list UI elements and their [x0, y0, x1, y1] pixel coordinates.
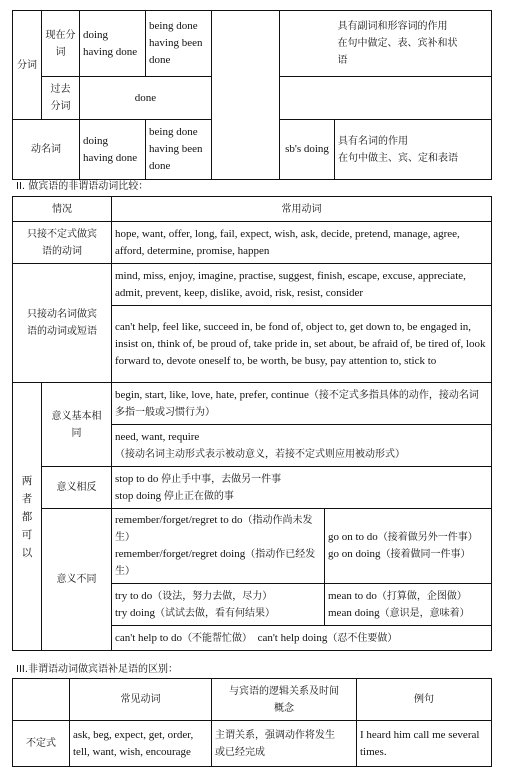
empty-cell [212, 11, 280, 180]
phrase-en: mean to do [328, 589, 377, 602]
participle-label: 分词 [13, 11, 42, 120]
participle-function: 具有副词和形容词的作用 在句中做定、表、宾补和状 语 [335, 11, 492, 77]
gerund-only-verbs: mind, miss, enjoy, imagine, practise, suggest, finish, escape, excuse, appreciate, admit, prevent, keep, dislike, avoid, risk, resist, consider [112, 264, 492, 306]
different-meaning-label: 意义不同 [42, 509, 112, 651]
phrase-en: go on to do [328, 531, 378, 543]
present-participle-label: 现在分 词 [42, 11, 80, 77]
header-common-verbs: 常见动词 [70, 679, 212, 721]
gerund-active: doing having done [80, 120, 146, 180]
opposite-meaning-content [112, 467, 492, 509]
same-meaning-row2 [112, 425, 492, 467]
meaning-cn: （指动作已经发生） [115, 549, 316, 577]
phrase-en: go on doing [328, 548, 381, 560]
same-meaning-row1 [112, 383, 492, 425]
past-participle-label: 过去 分词 [42, 77, 80, 120]
both-char: 都 [21, 510, 33, 523]
mean [325, 584, 492, 626]
infinitive-label: 不定式 [13, 721, 70, 767]
gerund-compound: sb's doing [280, 120, 335, 180]
both-char: 以 [21, 546, 33, 559]
meaning-cn: （不能帮忙做） [182, 632, 253, 644]
infinitive-only-label: 只接不定式做宾 语的动词 [13, 222, 112, 264]
section-2-title: II. 做宾语的非谓语动词比较： [16, 181, 149, 192]
phrase-en: remember/forget/regret doing [115, 548, 246, 560]
meaning-cn: （打算做，企图做） [376, 590, 467, 602]
header-situation: 情况 [13, 197, 112, 222]
header-logical-relation: 与宾语的逻辑关系及时间 概念 [212, 679, 357, 721]
meaning-cn: （意识是，意味着） [379, 607, 470, 619]
object-complement-table [12, 678, 492, 767]
header-example: 例句 [357, 679, 492, 721]
phrase-en: remember/forget/regret to do [115, 514, 243, 526]
phrase-en: stop to do [115, 472, 159, 485]
both-char: 者 [21, 492, 33, 505]
gerund-passive: being done having been done [146, 120, 212, 180]
both-possible-label [13, 383, 42, 651]
infinitive-relation: 主谓关系，强调动作将发生 或已经完成 [212, 721, 357, 767]
infinitive-verbs: ask, beg, expect, get, order, tell, want, wish, encourage [70, 721, 212, 767]
empty-cell [280, 11, 335, 77]
present-participle-active: doing having done [80, 11, 146, 77]
meaning-cn: （试试去做，看有何结果） [155, 607, 276, 619]
meaning-cn: （接着做同一件事） [380, 549, 471, 560]
phrase-en: can't help to do [115, 631, 183, 644]
meaning-cn: （设法，努力去做，尽力） [152, 590, 273, 602]
meaning-cn: （忍不住要做） [327, 632, 398, 644]
phrase-en: try doing [115, 606, 156, 619]
phrase-en: can't help doing [257, 631, 328, 644]
gerund-function: 具有名词的作用 在句中做主、宾、定和表语 [335, 120, 492, 180]
phrase-en: stop doing [115, 489, 162, 502]
gerund-only-phrases: can't help, feel like, succeed in, be fond of, object to, get down to, be engaged in, insist on, think of, be proud of, take pride in, set about, be afraid of, be tired of, look forward to, devote oneself to, be worth, be busy, pay attention to, stick to [112, 306, 492, 383]
both-char: 两 [21, 474, 33, 487]
meaning-cn: 停止正在做的事 [163, 490, 234, 502]
note-cn: （接不定式多指具体的动作，接动名词多指一般或习惯行为） [115, 389, 479, 418]
opposite-meaning-label: 意义相反 [42, 467, 112, 509]
note-cn: （接动名词主动形式表示被动意义，若接不定式则应用被动形式） [115, 448, 405, 460]
infinitive-only-verbs: hope, want, offer, long, fail, expect, wish, ask, decide, pretend, manage, agree, afford, determine, promise, happen [112, 222, 492, 264]
nonfinite-forms-table [12, 10, 492, 180]
verbs-en: begin, start, like, love, hate, prefer, continue [115, 388, 309, 401]
remember-forget-regret [112, 509, 325, 584]
try [112, 584, 325, 626]
meaning-cn: （接着做另外一件事） [377, 532, 478, 543]
section-3-title: III.非谓语动词做宾语补足语的区别： [16, 664, 179, 675]
cant-help [112, 626, 492, 651]
past-participle-form: done [80, 77, 212, 120]
same-meaning-label: 意义基本相 同 [42, 383, 112, 467]
gerund-only-label: 只接动名词做宾 语的动词或短语 [13, 264, 112, 383]
empty-header [13, 679, 70, 721]
go-on [325, 509, 492, 584]
header-common-verbs: 常用动词 [112, 197, 492, 222]
infinitive-example: I heard him call me several times. [357, 721, 492, 767]
meaning-cn: （指动作尚未发生） [115, 515, 313, 543]
both-char: 可 [21, 528, 33, 541]
object-comparison-table [12, 196, 492, 651]
empty-cell [280, 77, 492, 120]
present-participle-passive: being done having been done [146, 11, 212, 77]
gerund-label: 动名词 [13, 120, 80, 180]
phrase-en: mean doing [328, 606, 380, 619]
phrase-en: try to do [115, 589, 153, 602]
meaning-cn: 停止手中事，去做另一件事 [161, 473, 282, 485]
verbs-en: need, want, require [115, 430, 200, 443]
